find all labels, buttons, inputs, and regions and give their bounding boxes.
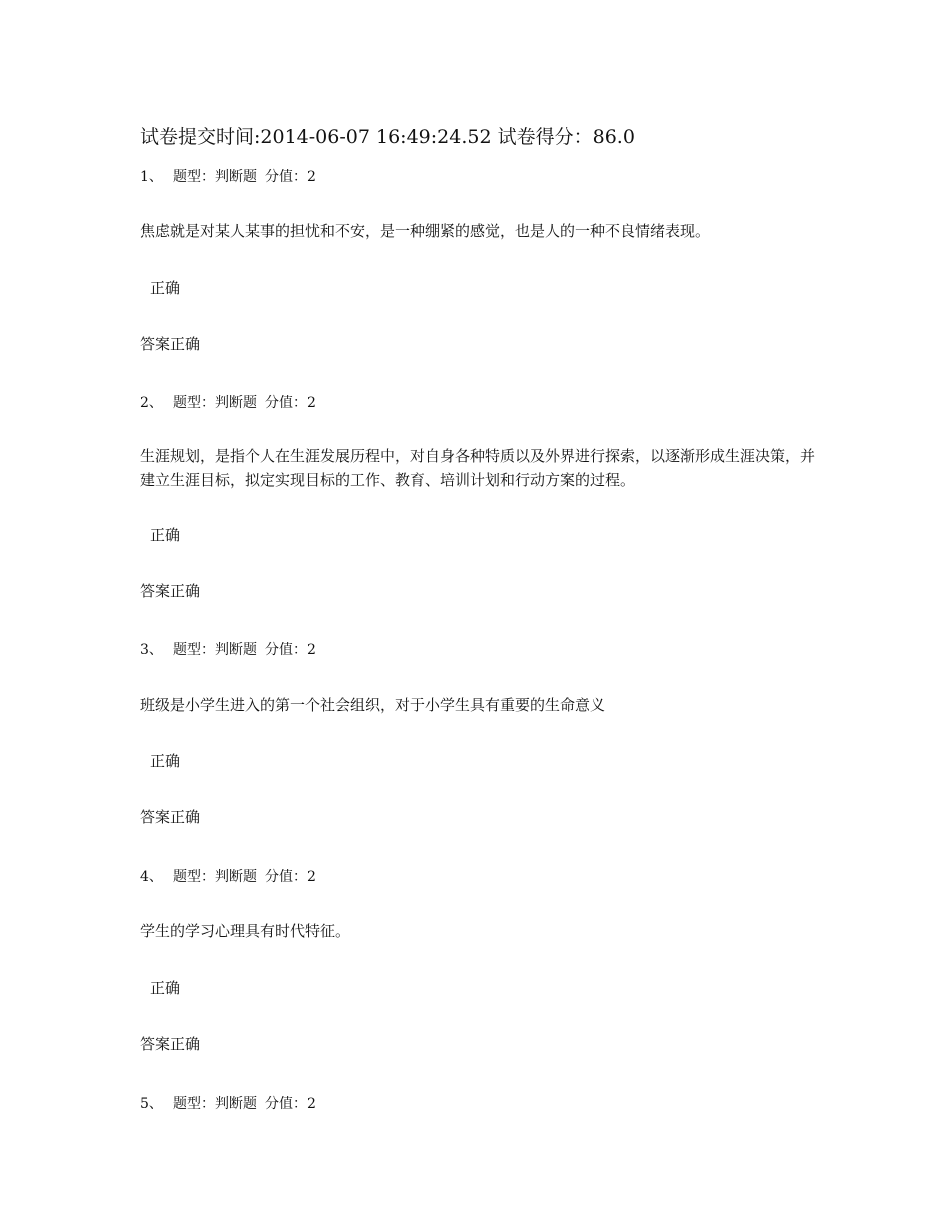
question-4-text: 学生的学习心理具有时代特征。	[140, 922, 351, 940]
question-number: 2、	[140, 395, 163, 411]
question-4-meta	[140, 866, 316, 886]
submit-time-value: 2014-06-07 16:49:24.52	[260, 126, 492, 148]
exam-score-value: 86.0	[592, 126, 635, 148]
exam-score-label: 试卷得分：	[497, 126, 593, 148]
question-number: 4、	[140, 869, 163, 885]
question-2-text: 生涯规划，是指个人在生涯发展历程中，对自身各种特质以及外界进行探索，以逐渐形成生涯决策，并建立生涯目标，拟定实现目标的工作、教育、培训计划和行动方案的过程。	[140, 447, 816, 489]
question-score: 分值：2	[265, 642, 316, 658]
question-number: 3、	[140, 642, 163, 658]
question-1-meta	[140, 166, 316, 186]
question-type: 题型：判断题	[173, 869, 257, 885]
question-type: 题型：判断题	[173, 169, 257, 185]
question-type: 题型：判断题	[173, 395, 257, 411]
question-3-meta	[140, 639, 316, 659]
question-score: 分值：2	[265, 869, 316, 885]
question-1-text: 焦虑就是对某人某事的担忧和不安，是一种绷紧的感觉，也是人的一种不良情绪表现。	[140, 222, 711, 240]
question-1-result: 答案正确	[140, 335, 201, 353]
question-number: 1、	[140, 169, 163, 185]
question-3-answer: 正确	[150, 752, 181, 770]
question-score: 分值：2	[265, 395, 316, 411]
submit-time-label: 试卷提交时间:	[140, 126, 261, 148]
question-score: 分值：2	[265, 169, 316, 185]
exam-header	[140, 122, 635, 149]
question-5-meta	[140, 1093, 316, 1113]
question-4-result: 答案正确	[140, 1035, 201, 1053]
question-3-result: 答案正确	[140, 808, 201, 826]
question-1-answer: 正确	[150, 279, 181, 297]
question-2-answer: 正确	[150, 526, 181, 544]
question-score: 分值：2	[265, 1096, 316, 1112]
question-2-result: 答案正确	[140, 582, 201, 600]
question-2-meta	[140, 392, 316, 412]
question-number: 5、	[140, 1096, 163, 1112]
question-type: 题型：判断题	[173, 642, 257, 658]
question-type: 题型：判断题	[173, 1096, 257, 1112]
question-3-text: 班级是小学生进入的第一个社会组织，对于小学生具有重要的生命意义	[140, 696, 606, 714]
question-4-answer: 正确	[150, 979, 181, 997]
